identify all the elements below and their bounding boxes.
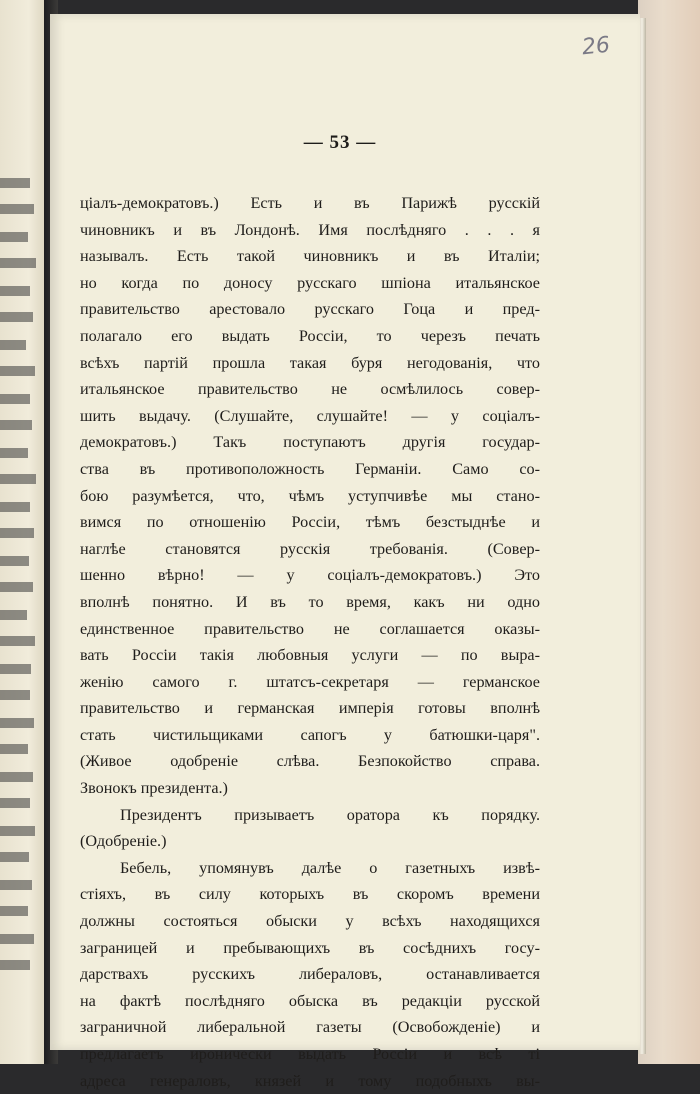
text-line: ціалъ-демократовъ.) Есть и въ Парижѣ русскій <box>80 194 540 212</box>
text-line: вать Россіи такія любовныя услуги — по выра- <box>80 646 540 665</box>
text-line: правительство арестовало русскаго Гоца и пред- <box>80 300 540 319</box>
text-line: итальянское правительство не осмѣлилось совер- <box>80 380 540 399</box>
text-line: шить выдачу. (Слушайте, слушайте! — у соціалъ- <box>80 406 540 425</box>
text-line: чиновникъ и въ Лондонѣ. Имя послѣдняго . . . я <box>80 220 540 239</box>
text-line: (Одобреніе.) <box>80 832 167 851</box>
text-line: демократовъ.) Такъ поступаютъ другія государ- <box>80 433 540 452</box>
body-text <box>80 190 540 1094</box>
text-line: единственное правительство не соглашается оказы- <box>80 619 540 638</box>
text-line: Звонокъ президента.) <box>80 779 228 798</box>
book-cover-board <box>638 0 700 1064</box>
text-line: называлъ. Есть такой чиновникъ и въ Италіи; <box>80 247 540 266</box>
text-line: но когда по доносу русскаго шпіона итальянское <box>80 273 540 292</box>
text-line: предлагаетъ иронически выдать Россіи и всѣ ті <box>80 1045 540 1063</box>
text-line: (Живое одобреніе слѣва. Безпокойство справа. <box>80 752 540 771</box>
text-line: правительство и германская имперія готовы вполнѣ <box>80 699 540 718</box>
text-line: полагало его выдать Россіи, то черезъ печать <box>80 326 540 345</box>
text-line: вимся по отношенію Россіи, тѣмъ безстыднѣе и <box>80 513 540 532</box>
text-line: ства въ противоположность Германіи. Само со- <box>80 459 540 478</box>
pencil-annotation: 26 <box>580 32 612 61</box>
text-line: адреса генераловъ, князей и тому подобныхъ вы- <box>80 1071 540 1090</box>
text-line: заграницей и пребывающихъ въ сосѣднихъ госу- <box>80 938 540 957</box>
text-line: стіяхъ, въ силу которыхъ въ скоромъ времени <box>80 885 540 904</box>
book-page <box>50 14 640 1090</box>
text-line: наглѣе становятся русскія требованія. (Совер- <box>80 539 540 558</box>
text-line: шенно вѣрно! — у соціалъ-демократовъ.) Это <box>80 566 540 585</box>
text-line: бою разумѣется, что, чѣмъ уступчивѣе мы стано- <box>80 486 540 505</box>
text-line: Бебель, упомянувъ далѣе о газетныхъ извѣ- <box>120 858 540 877</box>
text-line: вполнѣ понятно. И въ то время, какъ ни одно <box>80 592 540 611</box>
text-line: заграничной либеральной газеты (Освобожденіе) и <box>80 1018 540 1037</box>
text-line: женію самого г. штатсъ-секретаря — германское <box>80 672 540 691</box>
text-line: дарствахъ русскихъ либераловъ, останавливается <box>80 965 540 984</box>
text-line: стать чистильщиками сапогъ у батюшки-царя". <box>80 725 540 744</box>
text-line: всѣхъ партій прошла такая буря негодованія, что <box>80 353 540 372</box>
facing-page-edge <box>0 0 48 1064</box>
text-line: на фактѣ послѣдняго обыска въ редакціи русской <box>80 991 540 1010</box>
text-line: должны состояться обыски у всѣхъ находящихся <box>80 912 540 931</box>
text-line: Президентъ призываетъ оратора къ порядку. <box>120 805 540 824</box>
page-number: — 53 — <box>303 132 377 153</box>
